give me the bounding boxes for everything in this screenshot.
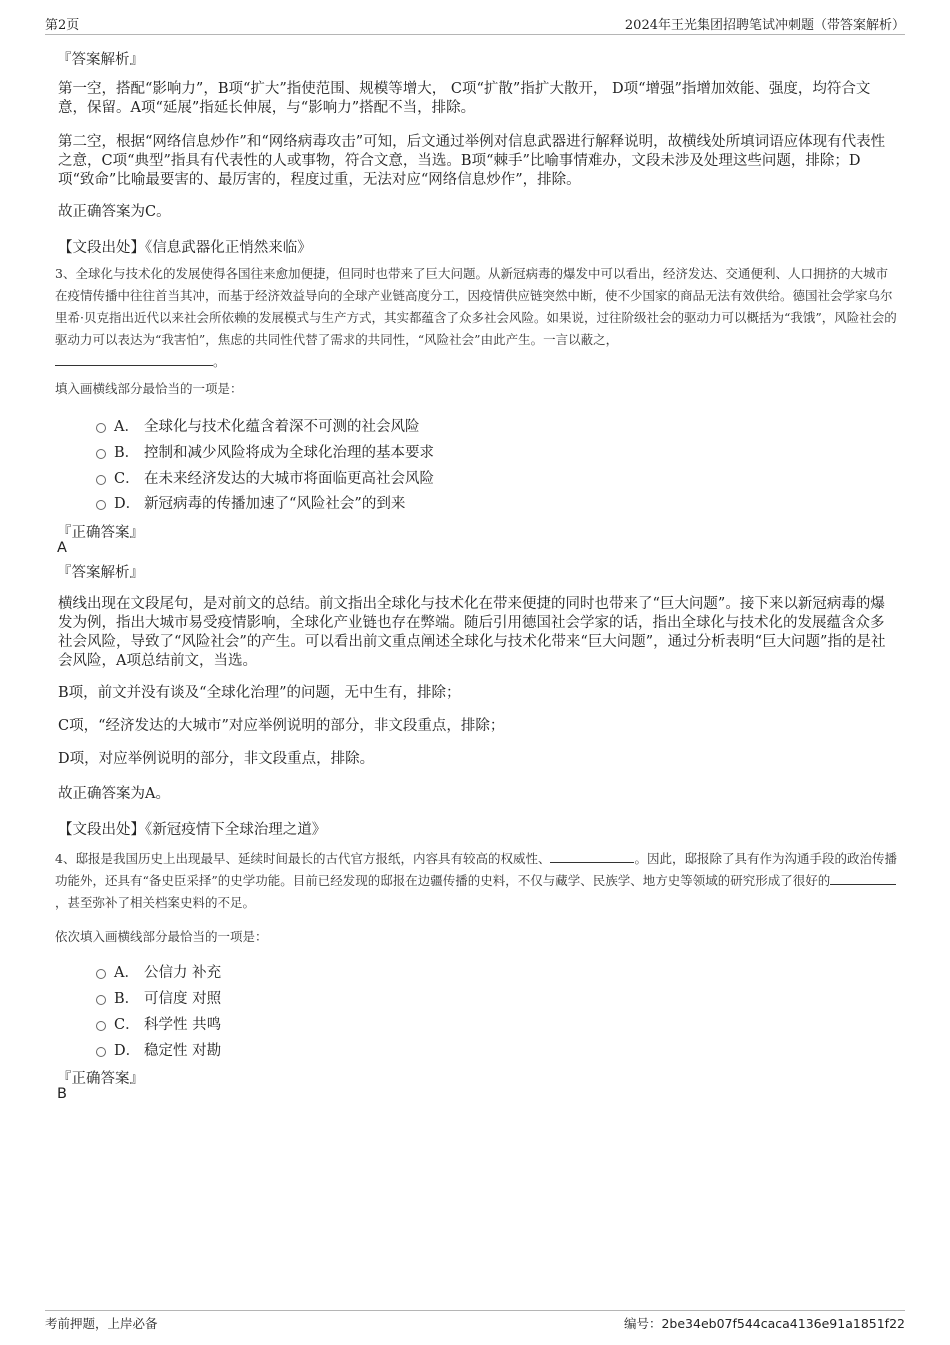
analysis-paragraph: B项，前文并没有谈及“全球化治理”的问题，无中生有，排除； xyxy=(58,685,461,701)
document-title: 2024年王光集团招聘笔试冲刺题（带答案解析） xyxy=(624,18,905,33)
option-b[interactable]: B． 可信度 对照 xyxy=(96,987,950,1007)
document-code: 编号：2be34eb07f544caca4136e91a1851f22 xyxy=(623,1316,905,1331)
radio-icon[interactable] xyxy=(96,969,106,979)
radio-icon[interactable] xyxy=(96,500,106,510)
page-footer xyxy=(45,1310,905,1331)
radio-icon[interactable] xyxy=(96,1047,106,1057)
radio-icon[interactable] xyxy=(96,423,106,433)
radio-icon[interactable] xyxy=(96,1021,106,1031)
analysis-conclusion: 故正确答案为A。 xyxy=(58,786,170,802)
analysis-conclusion: 故正确答案为C。 xyxy=(58,204,171,220)
footer-slogan: 考前押题，上岸必备 xyxy=(45,1316,158,1331)
analysis-paragraph: 横线出现在文段尾句，是对前文的总结。前文指出全球化与技术化在带来便捷的同时也带来了“巨大问题”。接下来以新冠病毒的爆发为例，指出大城市易受疫情影响，全球化产业链也存在弊端。随后引用德国社会学家的话，指出全球化与技术化的发展蕴含众多社会风险，导致了“风险社会”的产生。可以看出前文重点阐述全球化与技术化带来“巨大问题”，通过分析表明“巨大问题”指的是社会风险，A项总结前文，当选。 xyxy=(58,596,886,669)
page-header xyxy=(45,12,905,35)
analysis-label: 『答案解析』 xyxy=(57,52,144,68)
page-number: 第2页 xyxy=(45,18,80,33)
correct-answer-label: 『正确答案』 xyxy=(57,525,144,541)
analysis-paragraph: D项，对应举例说明的部分，非文段重点，排除。 xyxy=(58,751,375,767)
analysis-paragraph: 第一空，搭配“影响力”，B项“扩大”指使范围、规模等增大， C项“扩散”指扩大散开， D项“增强”指增加效能、强度，均符合文意，保留。A项“延展”指延长伸展，与“影响力”搭配不当，排除。 xyxy=(58,81,871,116)
option-b[interactable]: B． 控制和减少风险将成为全球化治理的基本要求 xyxy=(96,441,950,461)
analysis-label: 『答案解析』 xyxy=(57,565,144,581)
option-a[interactable]: A． 公信力 补充 xyxy=(96,961,950,981)
question-3-text: 3、全球化与技术化的发展使得各国往来愈加便捷，但同时也带来了巨大问题。从新冠病毒的爆发中可以看出，经济发达、交通便利、人口拥挤的大城市在疫情传播中往往首当其冲，而基于经济效益导向的全球产业链高度分工，因疫情供应链突然中断，使不少国家的商品无法有效供给。德国社会学家乌尔里希·贝克指出近代以来社会所依赖的发展模式与生产方式，其实都蕴含了众多社会风险。如果说，过往阶级社会的驱动力可以概括为“我饿”，风险社会的驱动力可以表达为“我害怕”，焦虑的共同性代替了需求的共同性，“风险社会”由此产生。一言以蔽之， 。 xyxy=(55,266,897,369)
analysis-paragraph: C项，“经济发达的大城市”对应举例说明的部分，非文段重点，排除； xyxy=(58,718,505,734)
correct-answer-label: 『正确答案』 xyxy=(57,1071,144,1087)
correct-answer: A xyxy=(57,540,67,556)
option-c[interactable]: C． 科学性 共鸣 xyxy=(96,1013,950,1033)
passage-source: 【文段出处】《信息武器化正悄然来临》 xyxy=(58,240,312,256)
option-d[interactable]: D． 新冠病毒的传播加速了“风险社会”的到来 xyxy=(96,492,950,512)
correct-answer: B xyxy=(57,1086,67,1102)
radio-icon[interactable] xyxy=(96,475,106,485)
passage-source: 【文段出处】《新冠疫情下全球治理之道》 xyxy=(58,822,327,838)
answer-blank xyxy=(55,353,213,366)
answer-blank xyxy=(830,872,896,885)
option-a[interactable]: A． 全球化与技术化蕴含着深不可测的社会风险 xyxy=(96,415,950,435)
option-c[interactable]: C． 在未来经济发达的大城市将面临更高社会风险 xyxy=(96,467,950,487)
question-prompt: 填入画横线部分最恰当的一项是： xyxy=(55,381,243,396)
radio-icon[interactable] xyxy=(96,449,106,459)
question-prompt: 依次填入画横线部分最恰当的一项是： xyxy=(55,929,268,944)
radio-icon[interactable] xyxy=(96,995,106,1005)
answer-blank xyxy=(550,850,634,863)
question-4-text: 4、邸报是我国历史上出现最早、延续时间最长的古代官方报纸，内容具有较高的权威性、 。因此，邸报除了具有作为沟通手段的政治传播功能外，还具有“备史臣采择”的史学功能。目前已经发现的邸报在边疆传播的史料，不仅与藏学、民族学、地方史等领域的研究形成了很好的，甚至弥补了相关档案史料的不足。 xyxy=(55,851,897,910)
option-d[interactable]: D． 稳定性 对勘 xyxy=(96,1039,950,1059)
analysis-paragraph: 第二空，根据“网络信息炒作”和“网络病毒攻击”可知，后文通过举例对信息武器进行解释说明，故横线处所填词语应体现有代表性之意，C项“典型”指具有代表性的人或事物，符合文意，当选。B项“棘手”比喻事情难办，文段未涉及处理这些问题，排除；D项“致命”比喻最要害的、最厉害的，程度过重，无法对应“网络信息炒作”，排除。 xyxy=(58,134,886,188)
